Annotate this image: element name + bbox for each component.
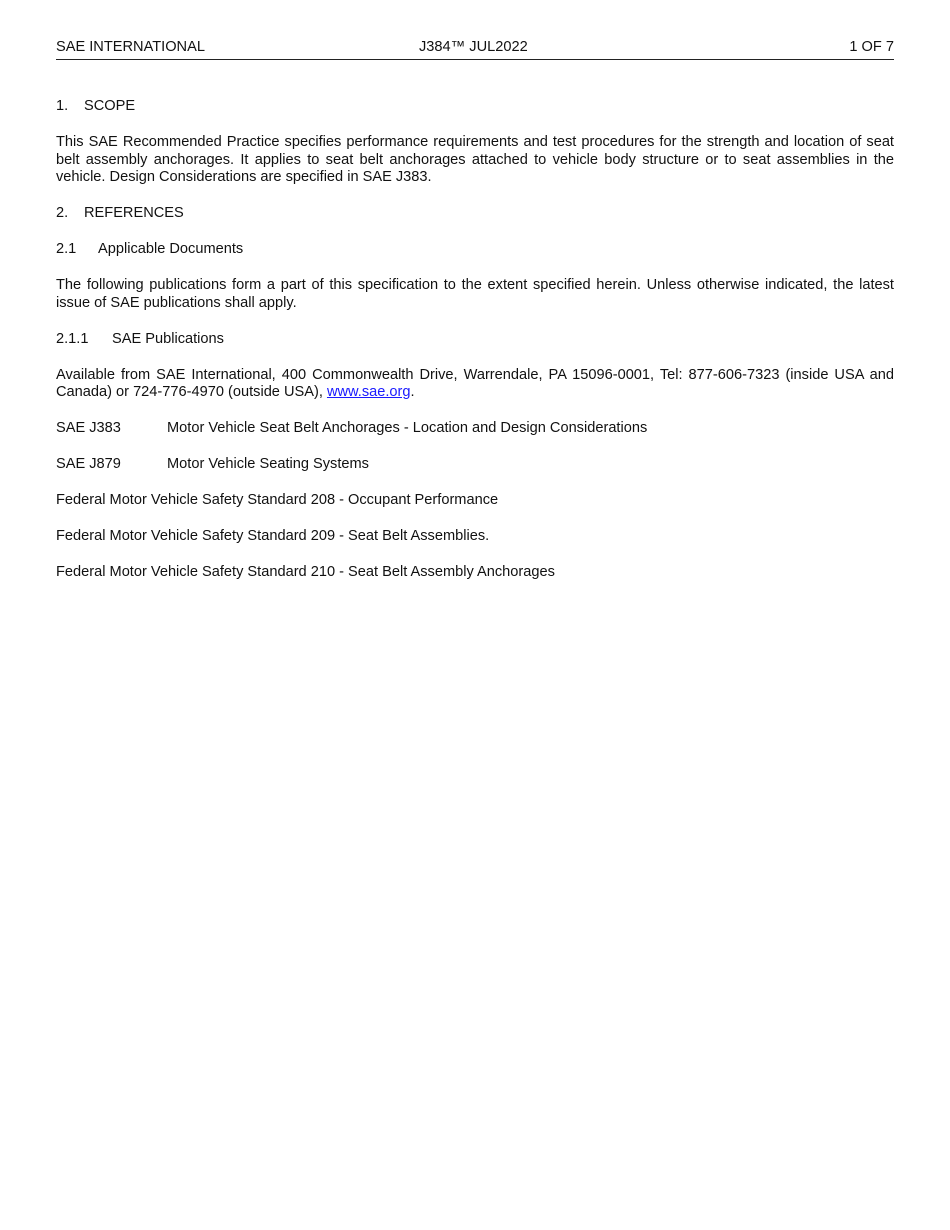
section-heading-scope xyxy=(56,98,894,116)
publications-text: Available from SAE International, 400 Commonwealth Drive, Warrendale, PA 15096-0001, Tel: 877-606-7323 (inside USA and Canada) or 724-776-4970 (outside USA), xyxy=(56,366,894,400)
document-body xyxy=(56,98,894,600)
standard-item: Federal Motor Vehicle Safety Standard 208 - Occupant Performance xyxy=(56,492,499,508)
applicable-documents-paragraph: The following publications form a part of this specification to the extent specified herein. Unless otherwise indicated, the latest issue of SAE publications shall apply. xyxy=(56,277,894,311)
standard-item: Federal Motor Vehicle Safety Standard 210 - Seat Belt Assembly Anchorages xyxy=(56,564,555,580)
section-heading-sae-publications xyxy=(56,331,894,349)
scope-paragraph: This SAE Recommended Practice specifies performance requirements and test procedures for the strength and location of seat belt assembly anchorages. It applies to seat belt anchorages attached to vehicle body structure or to seat assemblies in the vehicle. Design Considerations are specified in SAE J383. xyxy=(56,134,894,185)
section-title: SAE Publications xyxy=(112,330,224,347)
header-page-number: 1 OF 7 xyxy=(849,39,894,55)
section-title: Applicable Documents xyxy=(98,241,244,257)
reference-code: SAE J879 xyxy=(56,456,121,472)
publications-text-end: . xyxy=(410,384,415,400)
reference-item xyxy=(56,456,894,474)
reference-title: Motor Vehicle Seat Belt Anchorages - Location and Design Considerations xyxy=(167,420,648,436)
reference-item xyxy=(56,420,894,438)
section-title: REFERENCES xyxy=(84,205,184,221)
section-heading-applicable-documents xyxy=(56,241,894,259)
section-number: 2.1.1 xyxy=(56,330,89,347)
reference-title: Motor Vehicle Seating Systems xyxy=(167,456,369,472)
section-heading-references xyxy=(56,205,894,223)
section-number: 1. xyxy=(56,98,69,114)
header-document-id: J384™ JUL2022 xyxy=(419,39,528,55)
page-header xyxy=(56,39,894,60)
header-organization: SAE INTERNATIONAL xyxy=(56,39,205,55)
section-number: 2.1 xyxy=(56,241,77,257)
section-title: SCOPE xyxy=(84,98,136,114)
sae-website-link[interactable]: www.sae.org xyxy=(326,384,411,400)
standard-item: Federal Motor Vehicle Safety Standard 209 - Seat Belt Assemblies. xyxy=(56,528,490,544)
sae-publications-paragraph xyxy=(56,367,894,402)
reference-code: SAE J383 xyxy=(56,420,121,436)
section-number: 2. xyxy=(56,205,69,221)
